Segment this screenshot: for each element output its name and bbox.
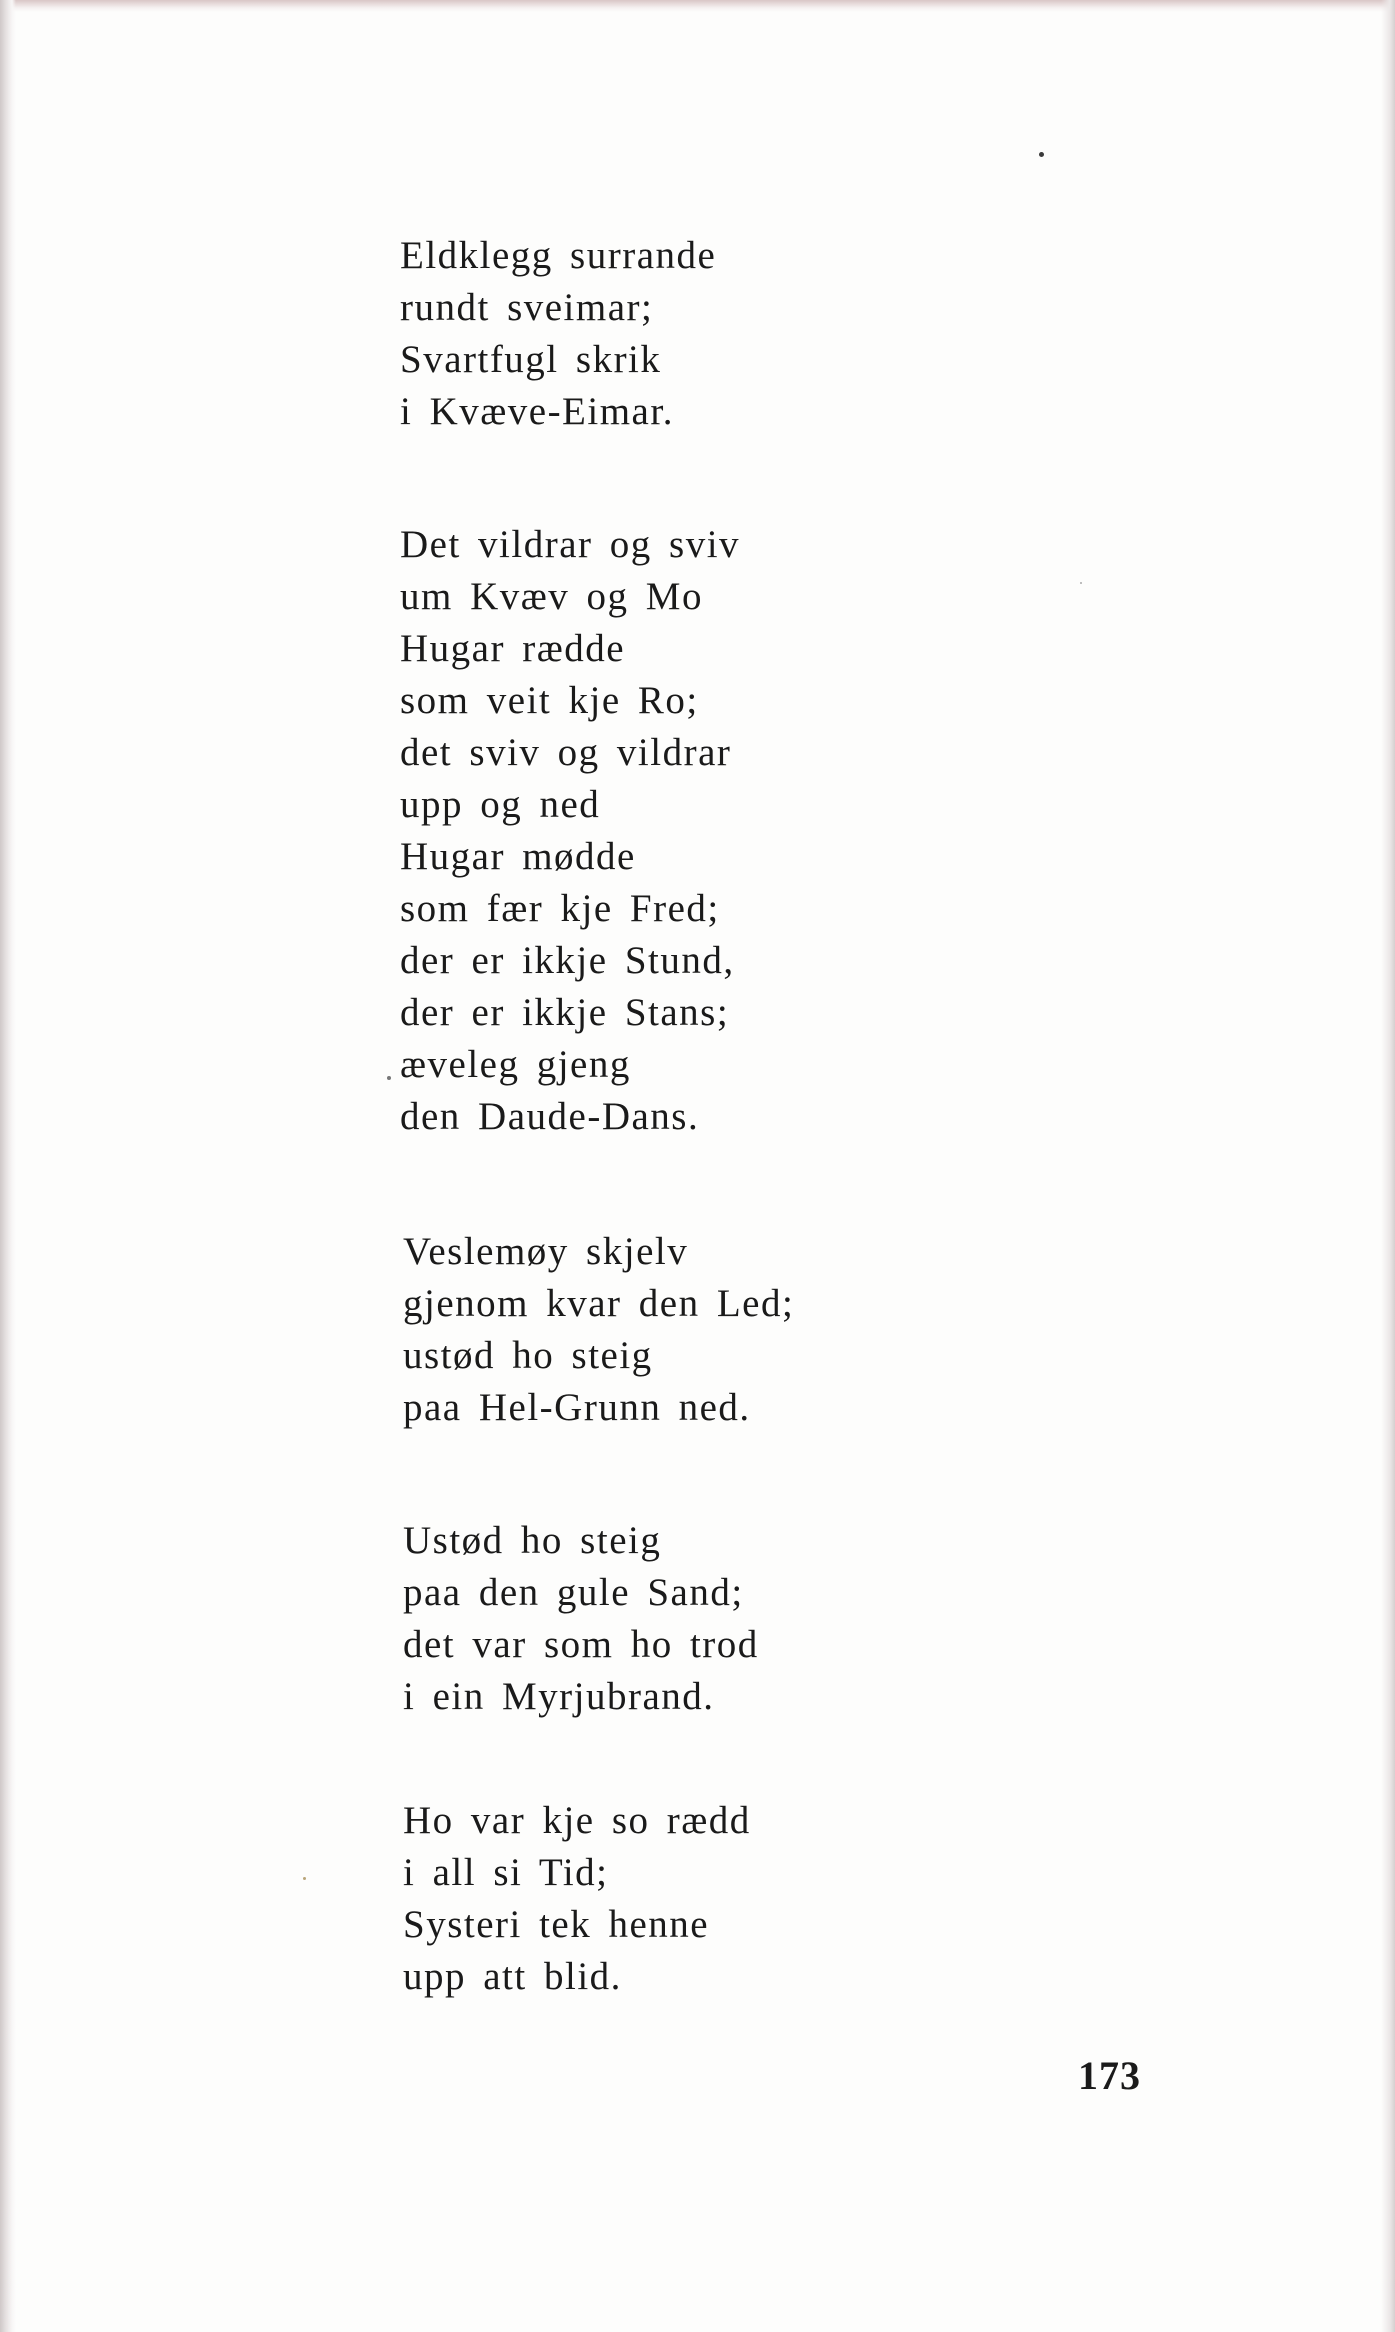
- poem-line: paa den gule Sand;: [403, 1571, 744, 1614]
- poem-line: den Daude-Dans.: [400, 1095, 700, 1138]
- page-number: 173: [1078, 2053, 1141, 2098]
- stanza: [403, 1795, 751, 2003]
- poem-line: Ho var kje so rædd: [403, 1799, 751, 1842]
- poem-line: gjenom kvar den Led;: [403, 1282, 795, 1325]
- poem-line: æveleg gjeng: [400, 1043, 631, 1086]
- poem-line: Eldklegg surrande: [400, 234, 717, 277]
- poem-line: i ein Myrjubrand.: [403, 1675, 715, 1718]
- poem-line: Veslemøy skjelv: [403, 1230, 689, 1273]
- poem-line: i Kvæve-Eimar.: [400, 390, 674, 433]
- stanza: [403, 1515, 759, 1723]
- poem-line: Hugar rædde: [400, 627, 626, 670]
- poem-line: um Kvæv og Mo: [400, 575, 703, 618]
- stanza: [400, 519, 740, 1143]
- poem-line: det sviv og vildrar: [400, 731, 732, 774]
- poem-line: der er ikkje Stans;: [400, 991, 730, 1034]
- poem-line: paa Hel-Grunn ned.: [403, 1386, 751, 1429]
- page-top-edge: [0, 0, 1395, 12]
- poem-line: som veit kje Ro;: [400, 679, 699, 722]
- poem-line: der er ikkje Stund,: [400, 939, 735, 982]
- stanza: [400, 230, 716, 438]
- stanza: [403, 1226, 794, 1434]
- poem-line: Svartfugl skrik: [400, 338, 662, 381]
- page-right-edge: [1381, 0, 1395, 2332]
- paper-speck: [387, 1076, 391, 1080]
- paper-speck: [303, 1877, 306, 1880]
- poem-line: upp att blid.: [403, 1955, 622, 1998]
- paper-speck: [1039, 152, 1044, 157]
- poem-line: ustød ho steig: [403, 1334, 653, 1377]
- poem-line: Systeri tek henne: [403, 1903, 710, 1946]
- poem-line: Det vildrar og sviv: [400, 523, 741, 566]
- poem-line: Ustød ho steig: [403, 1519, 662, 1562]
- paper-speck: [1080, 582, 1082, 584]
- poem-line: Hugar mødde: [400, 835, 636, 878]
- poem-line: upp og ned: [400, 783, 601, 826]
- poem-line: i all si Tid;: [403, 1851, 609, 1894]
- poem-line: det var som ho trod: [403, 1623, 759, 1666]
- poem-line: rundt sveimar;: [400, 286, 654, 329]
- page-left-edge: [0, 0, 16, 2332]
- poem-line: som fær kje Fred;: [400, 887, 720, 930]
